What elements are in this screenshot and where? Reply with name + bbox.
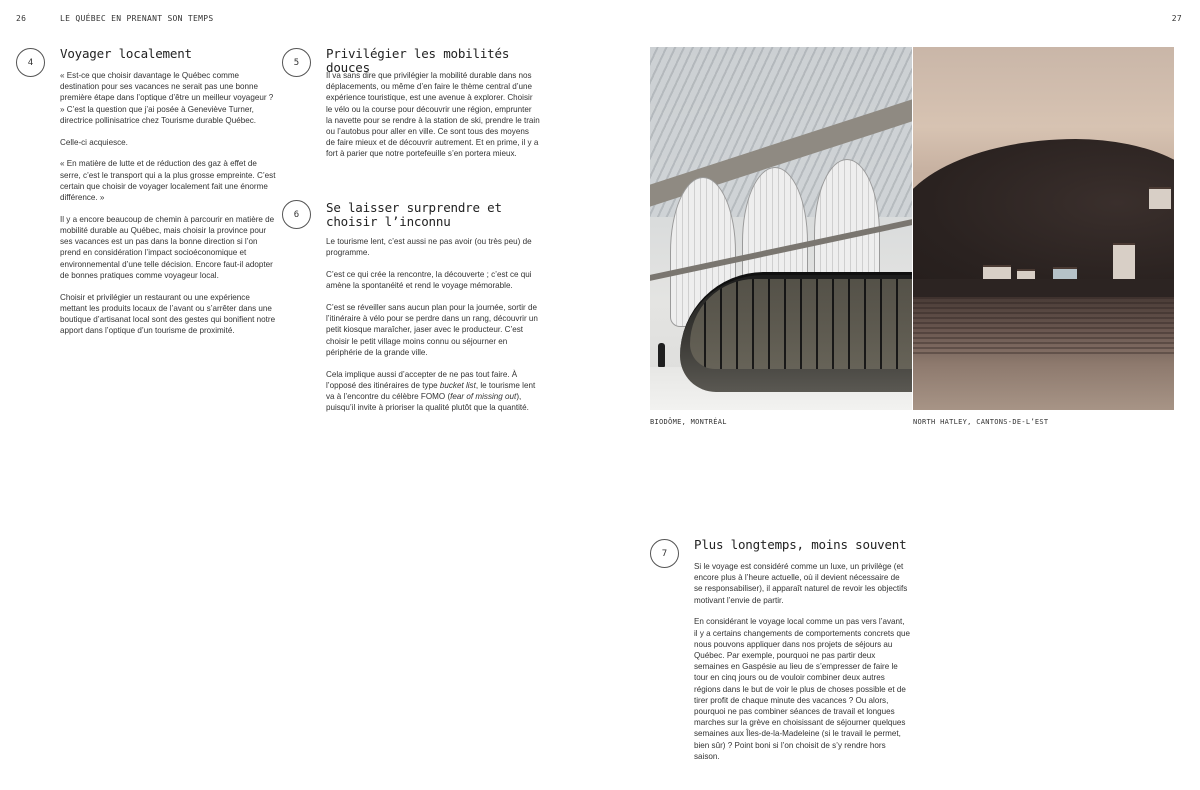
section-number-6: 6: [282, 200, 311, 229]
paragraph: Il va sans dire que privilégier la mobilité durable dans nos déplacements, ou même d’en faire le thème central d’une expérience touristique, est une avenue à explorer. Choisir le vélo ou la course pour découvrir une région, emprunter la navette pour se rendre à la station de ski, prendre le train ou l’autobus pour aller en ville. Ce sont tous des moyens de faire mieux et de découvrir autrement. Et en prime, il y a fort à parier que notre portefeuille s’en portera mieux.: [326, 71, 540, 159]
section-number-4: 4: [16, 48, 45, 77]
section-body-7: [694, 561, 910, 773]
section-title-6: Se laisser surprendre et choisir l’inconnu: [326, 200, 502, 229]
photo-caption-biodome: BIODÔME, MONTRÉAL: [650, 418, 727, 426]
paragraph: Si le voyage est considéré comme un luxe, un privilège (et encore plus à l’heure actuelle, où il devient nécessaire de se responsabiliser), il apparaît naturel de revoir les objectifs motivant l’envie de partir.: [694, 562, 908, 605]
section-title-7: Plus longtemps, moins souvent: [694, 537, 907, 552]
section-body-6: [326, 236, 540, 424]
paragraph: Il y a encore beaucoup de chemin à parcourir en matière de mobilité durable au Québec, mais choisir la province pour ses vacances est un pas dans la bonne direction si l’on prend en considération l’impact socioéconomique et environnemental d’une telle décision. Encore faut-il adopter de bonnes pratiques comme voyageur local.: [60, 214, 275, 280]
paragraph: Celle-ci acquiesce.: [60, 137, 128, 147]
section-body-4: [60, 70, 278, 347]
emphasis-text: bucket list: [439, 380, 476, 390]
section-title-4: Voyager localement: [60, 46, 192, 61]
paragraph: [326, 369, 540, 414]
page-number-right: 27: [1171, 14, 1182, 23]
section-number-7: 7: [650, 539, 679, 568]
section-body-5: [326, 70, 540, 170]
emphasis-text: fear of missing out: [450, 392, 517, 402]
paragraph: En considérant le voyage local comme un pas vers l’avant, il y a certains changements de comportements concrets que nous pouvons appliquer dans nos projets de séjours au Québec. Par exemple, pourquoi ne pas partir deux semaines en Gaspésie au lieu de s’empresser de faire le tour en cinq jours ou de vouloir combiner deux autres régions dans le but de voir le plus de choses possible et de tirer profit de chaque minute des vacances ? Ou alors, pourquoi ne pas combiner séances de travail et longues marches sur la grève en choisissant de séjourner quelques semaines aux Îles-de-la-Madeleine (si le travail le permet, bien sûr) ? Point boni si l’on choisit de s’y rendre hors saison.: [694, 617, 910, 761]
page-number-left: 26: [16, 14, 27, 23]
photo-caption-north-hatley: NORTH HATLEY, CANTONS-DE-L’EST: [913, 418, 1049, 426]
paragraph: Choisir et privilégier un restaurant ou une expérience mettant les produits locaux de l’avant ou s’arrêter dans une boutique d’artisanat local sont des gestes qui bonifient notre apport dans l’optique d’un tourisme de proximité.: [60, 292, 276, 336]
photo-north-hatley: [913, 47, 1174, 410]
paragraph: C’est se réveiller sans aucun plan pour la journée, sortir de l’itinéraire à vélo pour se perdre dans un rang, découvrir un petit kiosque maraîcher, jaser avec le producteur. C’est choisir le petit village moins connu ou séjourner en périphérie de la grande ville.: [326, 303, 538, 357]
running-title: LE QUÉBEC EN PRENANT SON TEMPS: [60, 14, 214, 23]
text-run: ), puisqu’il invite à prioriser la qualité plutôt que la quantité.: [326, 392, 529, 413]
text-run: , le tourisme lent va à l’encontre du célèbre FOMO (: [326, 380, 536, 402]
paragraph: « Est-ce que choisir davantage le Québec comme destination pour ses vacances ne serait pas une bonne première étape dans l’optique d’être un meilleur voyageur ? » C’est la question que j’ai posée à Geneviève Turner, directrice pollinisatrice chez Tourisme durable Québec.: [60, 71, 274, 125]
section-title-5: Privilégier les mobilités douces: [326, 46, 510, 75]
section-number-5: 5: [282, 48, 311, 77]
photo-biodome: [650, 47, 912, 410]
paragraph: C’est ce qui crée la rencontre, la découverte ; c’est ce qui amène la spontanéité et rend le voyage mémorable.: [326, 270, 532, 291]
text-run: Cela implique aussi d’accepter de ne pas tout faire. À l’opposé des itinéraires de type: [326, 369, 518, 390]
paragraph: « En matière de lutte et de réduction des gaz à effet de serre, c’est le transport qui a la plus grosse empreinte. C’est certain que choisir de voyager localement fait une énorme différence. »: [60, 159, 276, 203]
paragraph: Le tourisme lent, c’est aussi ne pas avoir (ou très peu) de programme.: [326, 237, 532, 258]
